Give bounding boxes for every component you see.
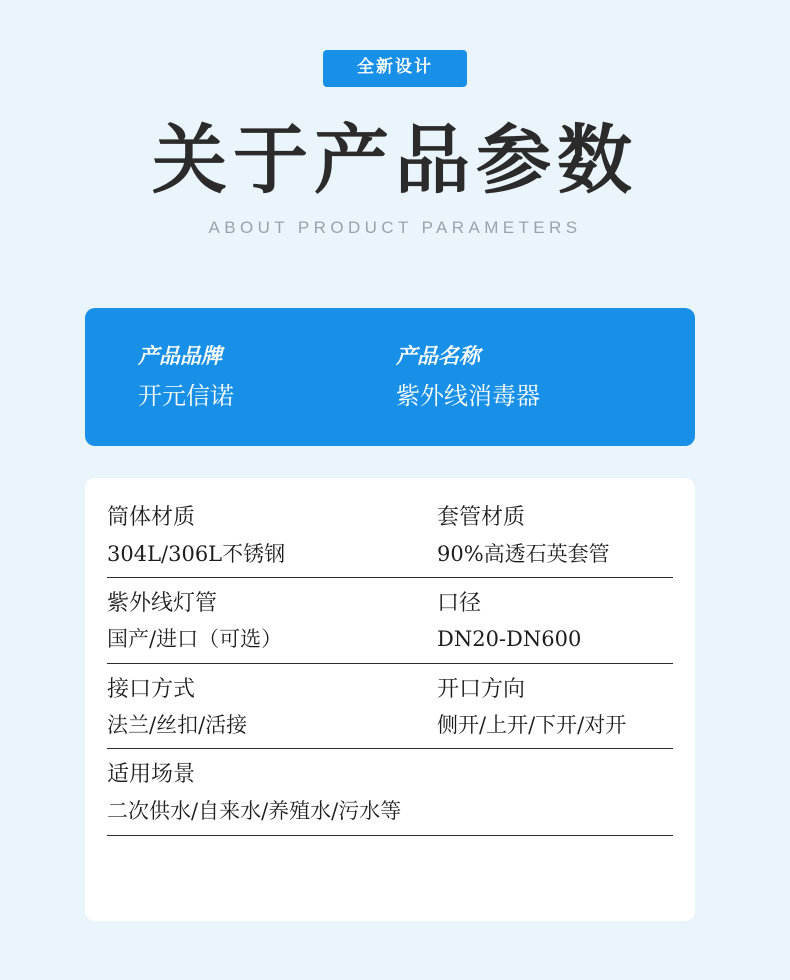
highlight-label: 产品品牌: [138, 343, 222, 368]
spec-value-cell: [107, 532, 437, 567]
spec-row-labels: [107, 504, 673, 532]
spec-value: 国产/进口（可选）: [107, 627, 283, 652]
spec-label-cell: [107, 504, 437, 532]
spec-label: 口径: [437, 590, 482, 616]
spec-row-labels: [107, 676, 673, 704]
page-title: 关于产品参数: [151, 116, 638, 204]
highlight-label: 产品名称: [396, 343, 480, 368]
spec-value: 90%高透石英套管: [437, 541, 610, 566]
spec-label: 接口方式: [107, 676, 196, 702]
spec-row: [107, 761, 673, 836]
spec-row: [107, 676, 673, 750]
spec-label-cell: [107, 761, 673, 789]
spec-value-cell: [437, 617, 673, 652]
highlight-value: 开元信诺: [138, 382, 234, 411]
spec-label: 开口方向: [437, 676, 526, 702]
spec-value: 304L/306L不锈钢: [107, 541, 286, 566]
spec-label: 筒体材质: [107, 505, 196, 530]
spec-row: [107, 504, 673, 578]
spec-row-values: [107, 703, 673, 738]
highlight-value: 紫外线消毒器: [396, 382, 540, 411]
spec-row-labels: [107, 761, 673, 789]
spec-value: 二次供水/自来水/养殖水/污水等: [107, 798, 402, 823]
spec-row-values: [107, 617, 673, 652]
spec-value-cell: [437, 532, 673, 567]
spec-panel: [85, 478, 695, 921]
row-divider: [107, 748, 673, 749]
spec-label-cell: [437, 590, 673, 618]
new-design-badge: 全新设计: [323, 50, 467, 87]
highlight-item-product-name: [385, 342, 695, 411]
spec-label-cell: [437, 676, 673, 704]
spec-value: 法兰/丝扣/活接: [107, 713, 248, 737]
highlight-item-brand: [85, 342, 385, 411]
spec-value-cell: [107, 703, 437, 738]
row-divider: [107, 663, 673, 664]
highlight-row: [85, 342, 695, 411]
badge-container: [0, 0, 790, 87]
page-subtitle: ABOUT PRODUCT PARAMETERS: [208, 217, 582, 237]
spec-value: 侧开/上开/下开/对开: [437, 713, 627, 737]
spec-label: 适用场景: [107, 762, 196, 788]
spec-label-cell: [437, 504, 673, 532]
spec-row-labels: [107, 590, 673, 618]
spec-value-cell: [437, 703, 673, 738]
spec-row-values: [107, 532, 673, 567]
spec-value-cell: [107, 789, 673, 824]
spec-value: DN20-DN600: [437, 627, 582, 652]
highlight-panel: [85, 308, 695, 446]
spec-label: 套管材质: [437, 505, 526, 530]
spec-label-cell: [107, 590, 437, 618]
spec-row-values: [107, 789, 673, 824]
spec-label-cell: [107, 676, 437, 704]
spec-value-cell: [107, 617, 437, 652]
row-divider: [107, 577, 673, 578]
row-divider: [107, 835, 673, 836]
spec-row: [107, 590, 673, 664]
spec-label: 紫外线灯管: [107, 590, 218, 616]
